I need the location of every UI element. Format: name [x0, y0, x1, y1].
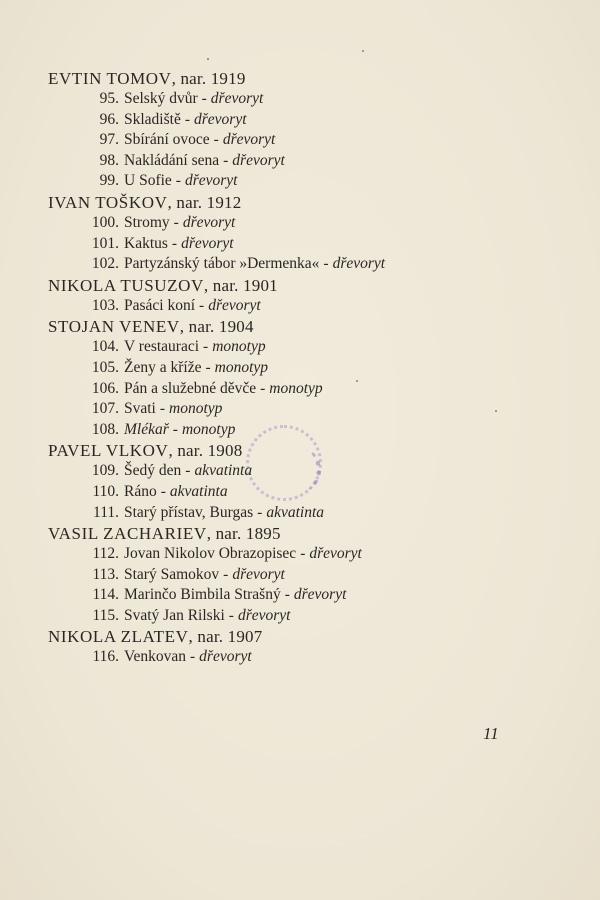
separator-dash: - — [171, 234, 178, 252]
work-title: Partyzánský tábor »Dermenka« — [124, 255, 320, 273]
work-number: 107. — [91, 400, 119, 418]
work-number: 106. — [91, 379, 119, 397]
separator-dash: - — [160, 482, 166, 500]
artist-birth-year: , nar. 1908 — [168, 441, 243, 461]
separator-dash: - — [184, 110, 191, 128]
work-technique: monotyp — [169, 400, 223, 418]
work-number: 95. — [99, 90, 119, 107]
work-item — [48, 399, 568, 420]
separator-dash: - — [300, 545, 306, 563]
work-title: Ráno — [124, 482, 157, 500]
work-technique: monotyp — [214, 358, 269, 376]
artist-entry — [48, 68, 568, 192]
work-technique: monotyp — [212, 338, 266, 356]
work-title: Šedý den — [124, 462, 182, 480]
work-item — [48, 544, 568, 565]
artist-entry — [48, 192, 568, 275]
work-number: 109. — [91, 462, 119, 480]
separator-dash: - — [257, 503, 263, 521]
work-title: V restauraci — [124, 338, 200, 356]
work-number: 114. — [92, 586, 119, 604]
work-title: Kaktus — [124, 234, 168, 252]
work-number: 99. — [99, 172, 119, 190]
catalog-list — [48, 68, 568, 668]
work-number: 110. — [92, 482, 119, 500]
artist-heading — [48, 626, 568, 647]
work-technique: dřevoryt — [184, 172, 238, 190]
work-technique: dřevoryt — [210, 90, 264, 107]
work-number: 113. — [92, 565, 119, 583]
artist-birth-year: , nar. 1904 — [179, 317, 254, 337]
work-number: 102. — [91, 255, 119, 273]
work-item — [48, 151, 568, 172]
work-number: 111. — [93, 503, 119, 521]
artist-heading — [48, 440, 568, 461]
artist-entry — [48, 626, 568, 668]
separator-dash: - — [175, 172, 181, 190]
artist-name: VASIL ZACHARIEV — [48, 524, 207, 544]
work-technique: dřevoryt — [237, 606, 291, 624]
artist-name: NIKOLA TUSUZOV — [48, 275, 204, 295]
separator-dash: - — [323, 255, 329, 273]
work-item — [48, 171, 568, 192]
separator-dash: - — [213, 131, 219, 149]
work-number: 97. — [99, 131, 119, 149]
artist-heading — [48, 68, 568, 89]
work-item — [48, 296, 568, 317]
work-item — [48, 420, 568, 441]
work-item — [48, 254, 568, 275]
work-item — [48, 482, 568, 503]
work-technique: dřevoryt — [182, 213, 236, 231]
work-title: Selský dvůr — [124, 90, 198, 107]
work-number: 115. — [92, 606, 119, 624]
artist-birth-year: , nar. 1919 — [171, 69, 246, 88]
work-item — [48, 647, 568, 668]
work-title: Jovan Nikolov Obrazopisec — [124, 545, 297, 563]
work-technique: dřevoryt — [194, 110, 247, 128]
work-title: Starý Samokov — [124, 565, 220, 583]
work-title: Pasáci koní — [124, 296, 196, 314]
work-title: Nakládání sena — [124, 151, 220, 169]
work-technique: monotyp — [269, 379, 323, 397]
separator-dash: - — [223, 151, 229, 169]
separator-dash: - — [199, 296, 205, 314]
work-number: 100. — [91, 213, 119, 231]
work-item — [48, 234, 568, 255]
artist-heading — [48, 192, 568, 213]
work-technique: monotyp — [181, 420, 236, 438]
work-technique: dřevoryt — [309, 545, 362, 563]
work-title: Svati — [124, 400, 156, 418]
work-technique: dřevoryt — [222, 131, 276, 149]
work-item — [48, 565, 568, 586]
separator-dash: - — [190, 648, 196, 666]
work-title: Stromy — [124, 213, 170, 231]
artist-name: EVTIN TOMOV — [48, 69, 172, 88]
paper-speck — [362, 50, 364, 52]
separator-dash: - — [228, 606, 234, 624]
separator-dash: - — [173, 213, 179, 231]
work-technique: dřevoryt — [208, 296, 261, 314]
work-number: 101. — [91, 234, 119, 252]
separator-dash: - — [284, 586, 290, 604]
work-number: 96. — [99, 110, 119, 128]
work-technique: akvatinta — [266, 503, 325, 521]
work-item — [48, 213, 568, 234]
work-number: 108. — [91, 420, 119, 438]
work-number: 103. — [91, 296, 119, 314]
work-title: Marinčo Bimbila Strašný — [124, 586, 281, 604]
work-title: Sbírání ovoce — [124, 131, 210, 149]
work-title: Mlékař — [124, 420, 169, 438]
work-item — [48, 585, 568, 606]
artist-heading — [48, 523, 568, 544]
artist-birth-year: , nar. 1901 — [203, 275, 278, 295]
separator-dash: - — [223, 565, 229, 583]
work-title: Venkovan — [124, 648, 186, 666]
work-number: 112. — [92, 545, 119, 563]
paper-speck — [207, 58, 209, 60]
artist-name: NIKOLA ZLATEV — [48, 627, 189, 647]
work-item — [48, 379, 568, 400]
work-title: Ženy a kříže — [124, 358, 202, 376]
artist-entry — [48, 316, 568, 440]
work-technique: akvatinta — [194, 462, 253, 480]
artist-name: IVAN TOŠKOV — [48, 192, 168, 212]
work-number: 98. — [99, 151, 119, 169]
work-number: 116. — [92, 648, 119, 666]
artist-entry — [48, 523, 568, 626]
artist-entry — [48, 440, 568, 523]
artist-birth-year: , nar. 1907 — [188, 627, 263, 647]
separator-dash: - — [205, 358, 211, 376]
work-technique: dřevoryt — [293, 586, 347, 604]
work-item — [48, 337, 568, 358]
separator-dash: - — [172, 420, 178, 438]
work-technique: akvatinta — [169, 482, 228, 500]
artist-birth-year: , nar. 1912 — [167, 192, 242, 212]
work-technique: dřevoryt — [232, 565, 285, 583]
page-number: 11 — [483, 724, 499, 743]
separator-dash: - — [201, 90, 207, 107]
artist-heading — [48, 316, 568, 337]
artist-birth-year: , nar. 1895 — [206, 524, 281, 544]
work-title: U Sofie — [124, 172, 172, 190]
work-title: Svatý Jan Rilski — [124, 606, 225, 624]
work-number: 104. — [91, 338, 119, 356]
work-item — [48, 606, 568, 627]
work-technique: dřevoryt — [332, 255, 386, 273]
work-title: Skladiště — [124, 110, 181, 128]
work-item — [48, 110, 568, 131]
separator-dash: - — [185, 462, 191, 480]
work-item — [48, 89, 568, 110]
separator-dash: - — [159, 400, 166, 418]
artist-heading — [48, 275, 568, 296]
artist-entry — [48, 275, 568, 317]
artist-name: STOJAN VENEV — [48, 317, 180, 337]
work-item — [48, 358, 568, 379]
work-title: Pán a služebné děvče — [124, 379, 257, 397]
work-item — [48, 503, 568, 524]
artist-name: PAVEL VLKOV — [48, 441, 169, 461]
work-technique: dřevoryt — [232, 151, 285, 169]
work-title: Starý přístav, Burgas — [124, 503, 254, 521]
work-item — [48, 130, 568, 151]
separator-dash: - — [260, 379, 266, 397]
work-technique: dřevoryt — [181, 234, 234, 252]
separator-dash: - — [203, 338, 209, 356]
work-item — [48, 461, 568, 482]
work-technique: dřevoryt — [199, 648, 252, 666]
work-number: 105. — [91, 358, 119, 376]
